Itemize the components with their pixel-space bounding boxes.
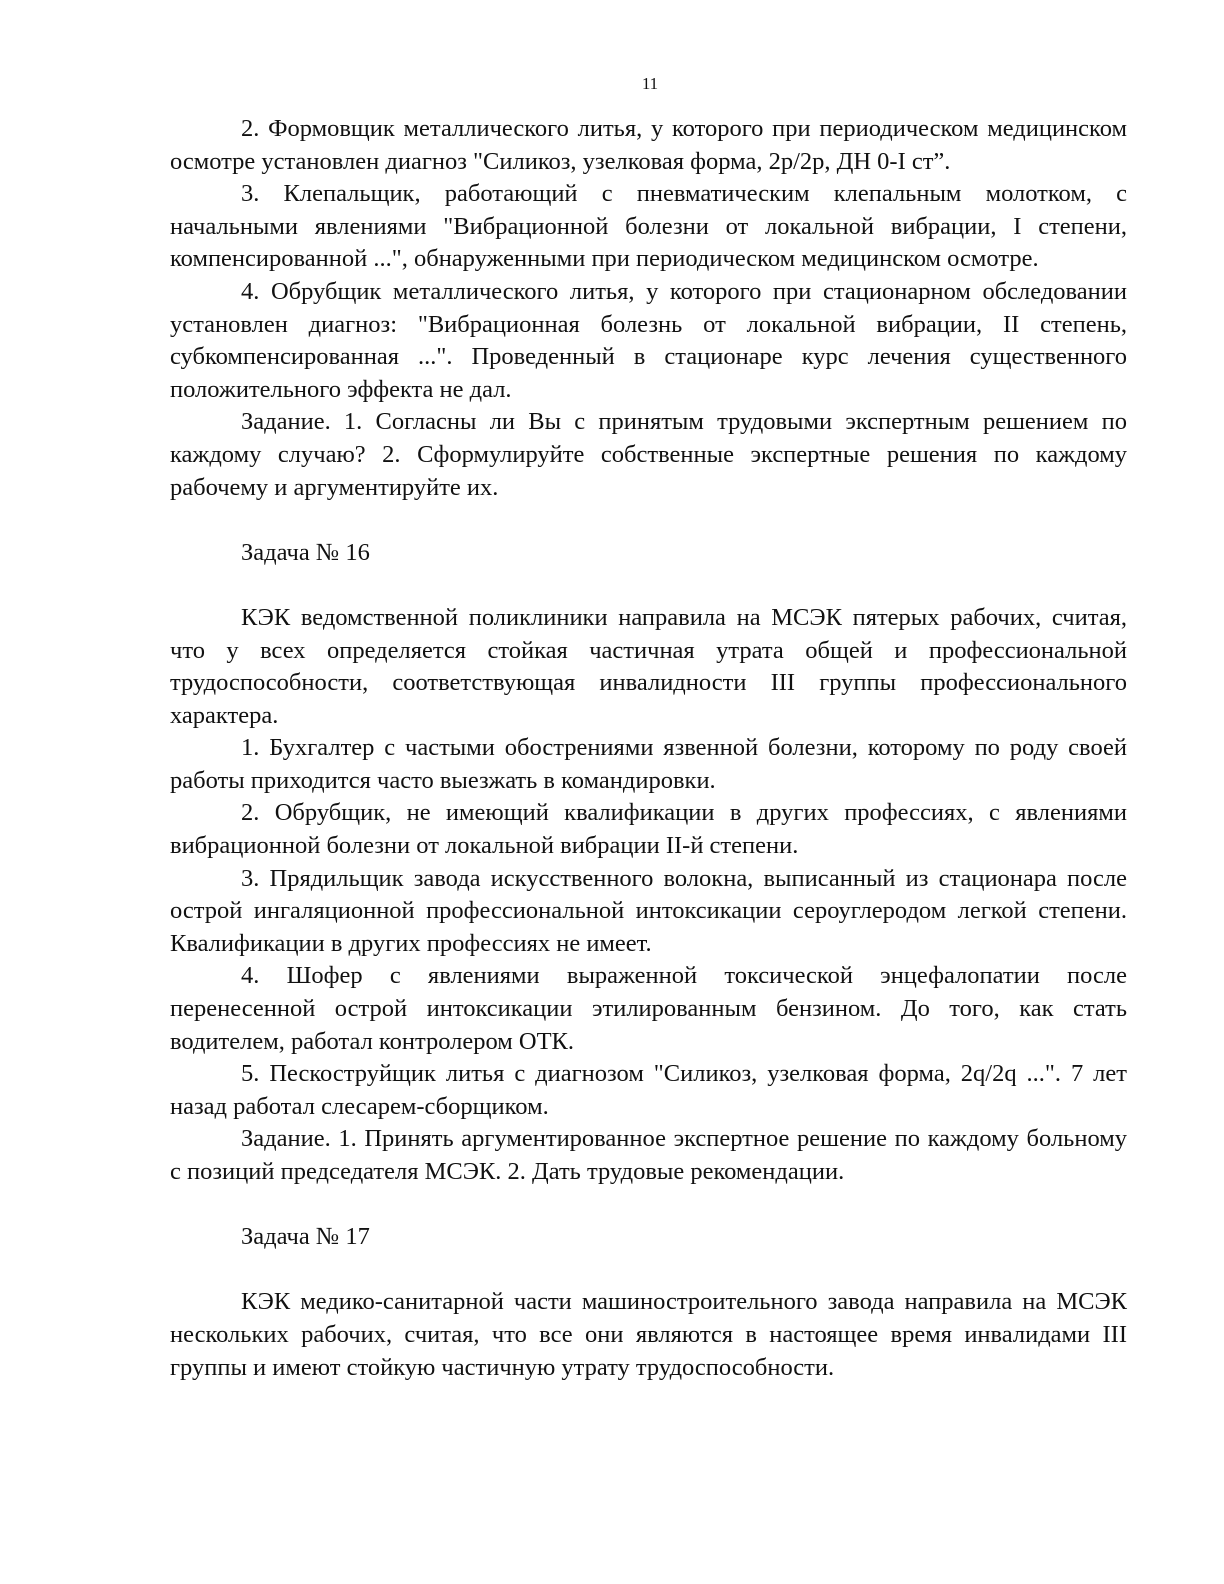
- paragraph: Задание. 1. Принять аргументированное экспертное решение по каждому больному с позиций председателя МСЭК. 2. Дать трудовые рекомендации.: [170, 1125, 1127, 1185]
- paragraph: КЭК ведомственной поликлиники направила на МСЭК пятерых рабочих, считая, что у всех определяется стойкая частичная утрата общей и профессиональной трудоспособности, соответствующая инвалидности III группы профессионального характера.: [170, 603, 1127, 729]
- paragraph: 5. Пескоструйщик литья с диагнозом "Силикоз, узелковая форма, 2q/2q ...". 7 лет назад работал слесарем-сборщиком.: [170, 1060, 1127, 1120]
- paragraph: 4. Обрубщик металлического литья, у которого при стационарном обследовании установлен диагноз: "Вибрационная болезнь от локальной вибрации, II степень, субкомпенсированная ...". Проведенный в стационаре курс лечения существенного положительного эффекта не дал.: [170, 277, 1127, 403]
- paragraph: Задание. 1. Согласны ли Вы с принятым трудовыми экспертным решением по каждому случаю? 2. Сформулируйте собственные экспертные решения по каждому рабочему и аргументируйте их.: [170, 408, 1127, 501]
- document-body: [170, 113, 1127, 1384]
- task-heading: Задача № 16: [241, 538, 370, 566]
- paragraph: 3. Прядильщик завода искусственного волокна, выписанный из стационара после острой ингаляционной профессиональной интоксикации сероуглеродом легкой степени. Квалификации в других профессиях не имеет.: [170, 864, 1127, 957]
- paragraph: 2. Формовщик металлического литья, у которого при периодическом медицинском осмотре установлен диагноз "Силикоз, узелковая форма, 2р/2р, ДН 0-I ст”.: [170, 115, 1127, 175]
- page-number: 11: [641, 74, 659, 93]
- paragraph: КЭК медико-санитарной части машиностроительного завода направила на МСЭК нескольких рабочих, считая, что все они являются в настоящее время инвалидами III группы и имеют стойкую частичную утрату трудоспособности.: [170, 1288, 1127, 1381]
- paragraph: 1. Бухгалтер с частыми обострениями язвенной болезни, которому по роду своей работы приходится часто выезжать в командировки.: [170, 734, 1127, 794]
- paragraph: 3. Клепальщик, работающий с пневматическим клепальным молотком, с начальными явлениями "Вибрационной болезни от локальной вибрации, I степени, компенсированной ...", обнаруженными при периодическом медицинском осмотре.: [170, 180, 1127, 273]
- task-heading: Задача № 17: [241, 1223, 370, 1251]
- paragraph: 2. Обрубщик, не имеющий квалификации в других профессиях, с явлениями вибрационной болезни от локальной вибрации II-й степени.: [170, 799, 1127, 860]
- paragraph: 4. Шофер с явлениями выраженной токсической энцефалопатии после перенесенной острой интоксикации этилированным бензином. До того, как стать водителем, работал контролером ОТК.: [170, 962, 1127, 1055]
